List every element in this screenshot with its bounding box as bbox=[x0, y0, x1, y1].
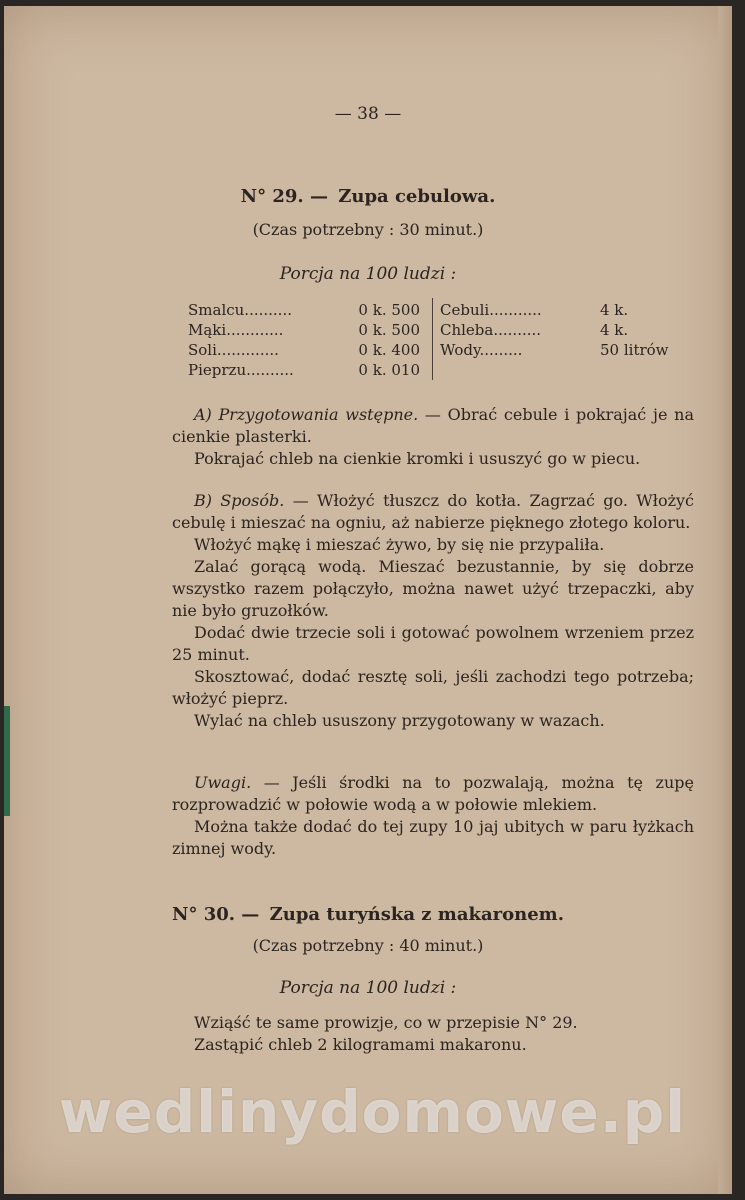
ingredient-qty: 0 k. 500 bbox=[358, 321, 420, 339]
step-b-p2: Włożyć mąkę i mieszać żywo, by się nie przypaliła. bbox=[194, 535, 605, 554]
recipe-30-portion: Porcja na 100 ludzi : bbox=[279, 978, 457, 998]
ingredient-row bbox=[188, 360, 420, 380]
ingredient-name: Smalcu.......... bbox=[188, 301, 292, 319]
ingredient-name: Pieprzu.......... bbox=[188, 361, 294, 379]
notes bbox=[172, 772, 694, 860]
ingredient-name: Chleba.......... bbox=[440, 321, 542, 339]
ingredient-qty: 50 litrów bbox=[600, 341, 669, 359]
step-b-p3: Zalać gorącą wodą. Mieszać bezustannie, by się dobrze wszystko razem połączyło, można nawet użyć trzepaczki, aby nie było gruzołków. bbox=[172, 557, 694, 620]
step-b-p6: Wylać na chleb ususzony przygotowany w wazach. bbox=[194, 711, 605, 730]
recipe-29-title: Zupa cebulowa. bbox=[338, 186, 496, 207]
step-b-label: B) Sposób. bbox=[194, 491, 285, 510]
ingredient-name: Soli............. bbox=[188, 341, 279, 359]
recipe-29-portion: Porcja na 100 ludzi : bbox=[279, 264, 457, 284]
notes-p2: Można także dodać do tej zupy 10 jaj ubitych w paru łyżkach zimnej wody. bbox=[172, 817, 694, 858]
ingredient-row bbox=[440, 320, 680, 340]
ingredient-qty: 0 k. 500 bbox=[358, 301, 420, 319]
step-b-text: — Włożyć tłuszcz do kotła. Zagrzać go. Włożyć cebulę i mieszać na ogniu, aż nabierze pięknego złotego koloru. bbox=[172, 491, 695, 532]
step-a-text: — Obrać cebule i pokrajać je na cienkie plasterki. bbox=[172, 405, 695, 446]
step-b-p5: Skosztować, dodać resztę soli, jeśli zachodzi tego potrzeba; włożyć pieprz. bbox=[172, 667, 694, 708]
ingredient-row bbox=[188, 340, 420, 360]
step-a bbox=[172, 404, 694, 470]
ingredient-qty: 4 k. bbox=[600, 321, 629, 339]
ingredients-right bbox=[440, 300, 680, 360]
ingredient-qty: 0 k. 010 bbox=[358, 361, 420, 379]
step-a-text2: Pokrajać chleb na cienkie kromki i ususzyć go w piecu. bbox=[194, 449, 641, 468]
recipe-29-time: (Czas potrzebny : 30 minut.) bbox=[252, 220, 484, 239]
book-page bbox=[4, 6, 732, 1194]
page-number: — 38 — bbox=[334, 104, 402, 124]
bookmark-edge bbox=[4, 706, 10, 816]
ingredients-left bbox=[188, 300, 420, 380]
page-fold bbox=[718, 6, 732, 1194]
ingredient-row bbox=[188, 320, 420, 340]
notes-label: Uwagi. bbox=[194, 773, 252, 792]
recipe-30-time: (Czas potrzebny : 40 minut.) bbox=[252, 936, 484, 955]
ingredient-qty: 4 k. bbox=[600, 301, 629, 319]
ingredient-row bbox=[188, 300, 420, 320]
ingredients-divider bbox=[432, 298, 433, 380]
step-b-p4: Dodać dwie trzecie soli i gotować powolnem wrzeniem przez 25 minut. bbox=[172, 623, 694, 664]
recipe-30-number: N° 30. — bbox=[172, 904, 260, 925]
step-b bbox=[172, 490, 694, 732]
ingredient-name: Cebuli........... bbox=[440, 301, 542, 319]
recipe-30-line1: Wziąść te same prowizje, co w przepisie N° 29. bbox=[194, 1013, 578, 1032]
recipe-30-body bbox=[172, 1012, 694, 1056]
recipe-30-title: Zupa turyńska z makaronem. bbox=[269, 904, 564, 925]
notes-text: — Jeśli środki na to pozwalają, można tę zupę rozprowadzić w połowie wodą a w połowie mlekiem. bbox=[172, 773, 694, 814]
recipe-29-number: N° 29. — bbox=[240, 186, 328, 207]
ingredient-name: Wody......... bbox=[440, 341, 523, 359]
ingredient-qty: 0 k. 400 bbox=[358, 341, 420, 359]
recipe-30-line2: Zastąpić chleb 2 kilogramami makaronu. bbox=[194, 1035, 527, 1054]
step-a-label: A) Przygotowania wstępne. bbox=[194, 405, 419, 424]
ingredient-row bbox=[440, 300, 680, 320]
recipe-30-heading bbox=[4, 904, 732, 925]
ingredient-name: Mąki............ bbox=[188, 321, 284, 339]
recipe-29-heading bbox=[4, 186, 732, 207]
ingredient-row bbox=[440, 340, 680, 360]
watermark-text: wedlinydomowe.pl bbox=[58, 1078, 687, 1146]
